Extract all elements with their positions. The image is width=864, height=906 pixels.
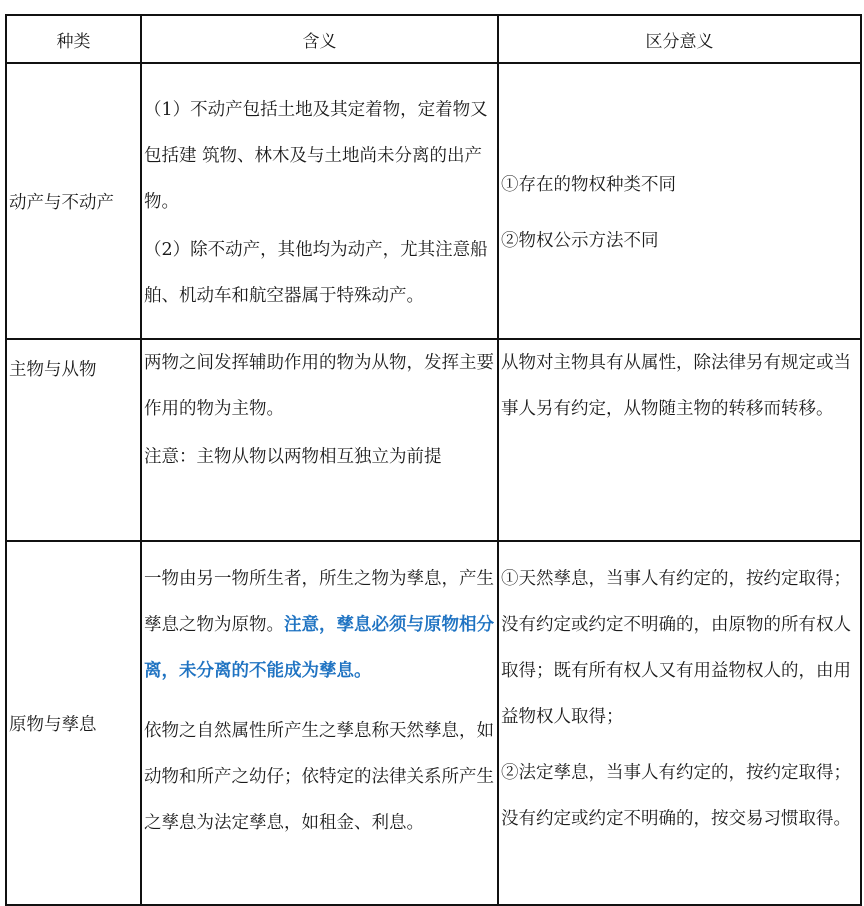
table-row [6, 541, 861, 905]
row-kind-movable-immovable: 动产与不动产 [6, 63, 141, 339]
header-kind: 种类 [6, 15, 141, 63]
meaning-paragraph: （1）不动产包括土地及其定着物，定着物又包括建 筑物、林木及与土地尚未分离的出产物。 [144, 100, 488, 212]
significance-paragraph: 从物对主物具有从属性，除法律另有规定或当事人另有约定，从物随主物的转移而转移。 [501, 353, 851, 419]
meaning-paragraph: 依物之自然属性所产生之孳息称天然孳息，如动物和所产之幼仔；依特定的法律关系所产生之孳息为法定孳息，如租金、利息。 [144, 721, 494, 833]
row-meaning-cell [141, 541, 498, 905]
meaning-paragraph [142, 556, 497, 694]
row-kind-principal-accessory: 主物与从物 [6, 339, 141, 541]
row-kind-original-fruits: 原物与孳息 [6, 541, 141, 905]
meaning-paragraph: 两物之间发挥辅助作用的物为从物，发挥主要作用的物为主物。 [144, 353, 494, 419]
meaning-highlight-note: 注意，孳息必须与原物相分离，未分离的不能成为孳息。 [144, 615, 494, 681]
significance-paragraph: ①天然孳息，当事人有约定的，按约定取得；没有约定或约定不明确的，由原物的所有权人取得；既有所有权人又有用益物权人的，由用益物权人取得； [501, 569, 851, 727]
row-significance-cell [498, 63, 861, 339]
header-significance: 区分意义 [498, 15, 861, 63]
property-classification-table [5, 14, 862, 906]
row-significance-cell [498, 541, 861, 905]
header-meaning: 含义 [141, 15, 498, 63]
table-row [6, 339, 861, 541]
table-row [6, 63, 861, 339]
significance-paragraph: ①存在的物权种类不同 [501, 175, 676, 195]
significance-paragraph: ②法定孳息，当事人有约定的，按约定取得；没有约定或约定不明确的，按交易习惯取得。 [501, 763, 851, 829]
row-significance-cell [498, 339, 861, 541]
meaning-paragraph: （2）除不动产，其他均为动产，尤其注意船舶、机动车和航空器属于特殊动产。 [144, 240, 488, 306]
significance-paragraph: ②物权公示方法不同 [501, 231, 659, 251]
meaning-paragraph: 注意：主物从物以两物相互独立为前提 [144, 447, 442, 467]
meaning-text: 一物由另一物所生者，所生之物为孳息，产生孳息之物为原物。 [144, 569, 494, 635]
row-meaning-cell [141, 63, 498, 339]
table-header-row [6, 15, 861, 63]
row-meaning-cell [141, 339, 498, 541]
